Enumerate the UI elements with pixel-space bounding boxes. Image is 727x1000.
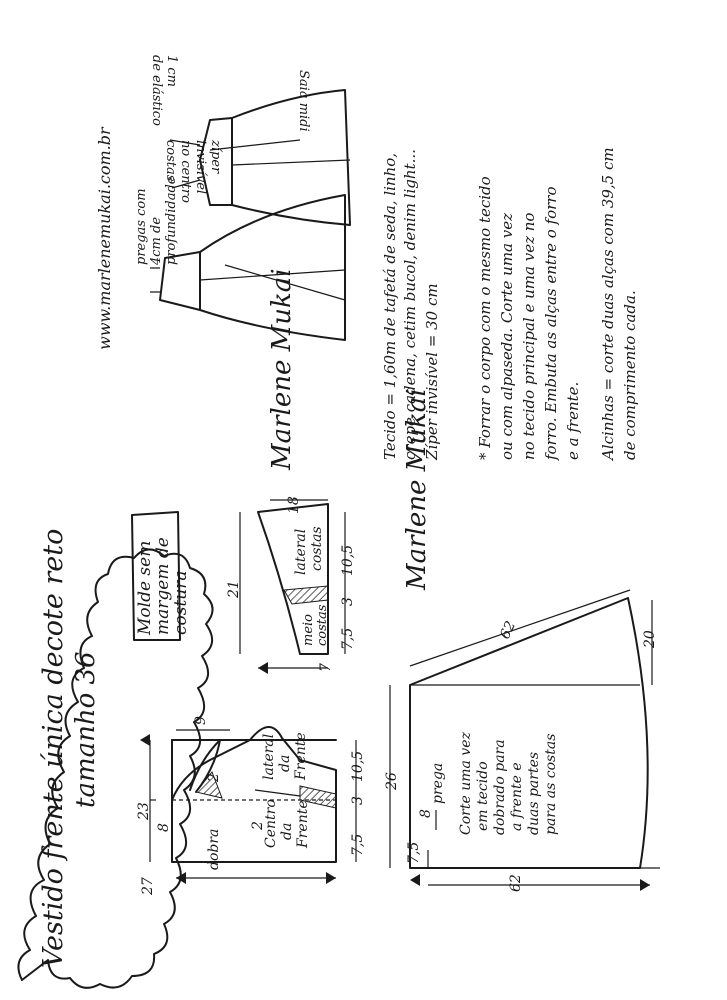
- seam-note-1: Molde sem: [135, 540, 155, 635]
- front-dim-bottom2: 3: [350, 796, 366, 805]
- back-dim-bottom2: 3: [340, 597, 356, 606]
- skirt-prega-label: prega: [430, 762, 446, 804]
- label-pleats-3: profundidade: [164, 176, 179, 265]
- front-side-3: Frente: [293, 732, 309, 780]
- skirt-note-6: para as costas: [543, 733, 559, 835]
- front-dim-left-total: 27: [140, 877, 156, 895]
- skirt-note-3: dobrado para: [492, 739, 508, 835]
- back-center-2: costas: [315, 604, 330, 646]
- skirt-note-2: em tecido: [475, 761, 491, 831]
- straps-line2: de comprimento cada.: [621, 290, 639, 460]
- seam-note-box: [132, 512, 191, 640]
- lining-line1: * Forrar o corpo com o mesmo tecido: [476, 176, 494, 460]
- signature-top: [267, 268, 297, 471]
- zipper-line: Zíper invisível = 30 cm: [423, 283, 441, 460]
- label-zipper-3: no centro: [178, 140, 193, 203]
- skirt-pattern: [390, 590, 660, 891]
- front-center-3: Frente: [295, 800, 311, 848]
- back-dim-right: 18: [286, 496, 302, 514]
- back-bodice-pattern: [240, 500, 345, 674]
- back-dim-left: 21: [226, 580, 242, 598]
- front-bodice-pattern: [140, 727, 356, 884]
- front-center-2: da: [279, 822, 295, 840]
- label-zipper-4: costas: [163, 140, 178, 182]
- skirt-dim-right: 20: [642, 630, 658, 648]
- skirt-dim-left: 62: [508, 874, 524, 892]
- front-dim-dart1: 2: [206, 773, 222, 782]
- skirt-note-4: a frente e: [509, 762, 525, 831]
- skirt-dim-diagonal: 62: [497, 618, 520, 642]
- fabric-line1: Tecido = 1,60m de tafetá de seda, linho,: [381, 152, 399, 460]
- seam-note-2: margem de: [153, 537, 173, 635]
- label-zipper-2: invisível: [193, 140, 208, 195]
- lining-line3: no tecido principal e uma vez no: [520, 212, 538, 460]
- front-fold-label: dobra: [206, 828, 222, 870]
- svg-text:Marlene Mukai: Marlene Mukai: [267, 268, 297, 470]
- front-center-1: Centro: [263, 799, 279, 848]
- title-line2: tamanho 36: [71, 651, 101, 808]
- lining-line4: forro. Embuta as alças entre o forro: [542, 186, 560, 460]
- back-center-1: meio: [301, 613, 316, 646]
- label-slit: Saia midi: [296, 70, 311, 132]
- label-pleats-2: 4cm de: [149, 216, 164, 265]
- back-side-1: lateral: [293, 528, 309, 575]
- label-zipper-1: zíper: [208, 140, 223, 174]
- back-dim-bottom1: 7,5: [340, 627, 356, 650]
- lining-line2: ou com alpaseda. Corte uma vez: [498, 212, 516, 460]
- back-dim-height: 7: [318, 663, 334, 672]
- skirt-dim-top: 26: [384, 772, 400, 790]
- skirt-dim-top-small: 7,5: [406, 841, 422, 864]
- front-dim-left-upper: 23: [136, 802, 152, 820]
- label-pleats-1: pregas com: [134, 188, 149, 265]
- front-dim-bottom3: 10,5: [350, 750, 366, 782]
- lining-line5: e a frente.: [564, 381, 582, 460]
- front-dim-dart2: 2: [250, 821, 266, 830]
- website-url: www.marlenemukai.com.br: [95, 127, 114, 350]
- front-side-2: da: [277, 754, 293, 772]
- front-dim-left-lower: 8: [156, 823, 172, 832]
- label-elastic-1: 1 cm: [164, 55, 179, 88]
- back-side-2: costas: [309, 526, 325, 571]
- skirt-note-1: Corte uma vez: [458, 732, 474, 835]
- dress-sketch-front: [150, 195, 345, 340]
- skirt-dim-prega: 8: [418, 809, 434, 818]
- front-side-1: lateral: [261, 733, 277, 780]
- seam-note-3: costura: [171, 570, 191, 635]
- straps-line1: Alcinhas = corte duas alças com 39,5 cm: [599, 147, 617, 460]
- svg-text:Marlene Mukai: Marlene Mukai: [402, 388, 432, 590]
- fabric-line2: crepe cadena, cetim bucol, denim light...: [401, 149, 419, 460]
- skirt-note-5: duas partes: [526, 751, 542, 835]
- title-line1: Vestido frente única decote reto: [38, 528, 69, 968]
- label-elastic-2: de elástico: [149, 55, 164, 126]
- back-dim-bottom3: 10,5: [340, 544, 356, 576]
- front-dim-top: 9: [193, 716, 209, 725]
- front-dim-bottom1: 7,5: [350, 833, 366, 856]
